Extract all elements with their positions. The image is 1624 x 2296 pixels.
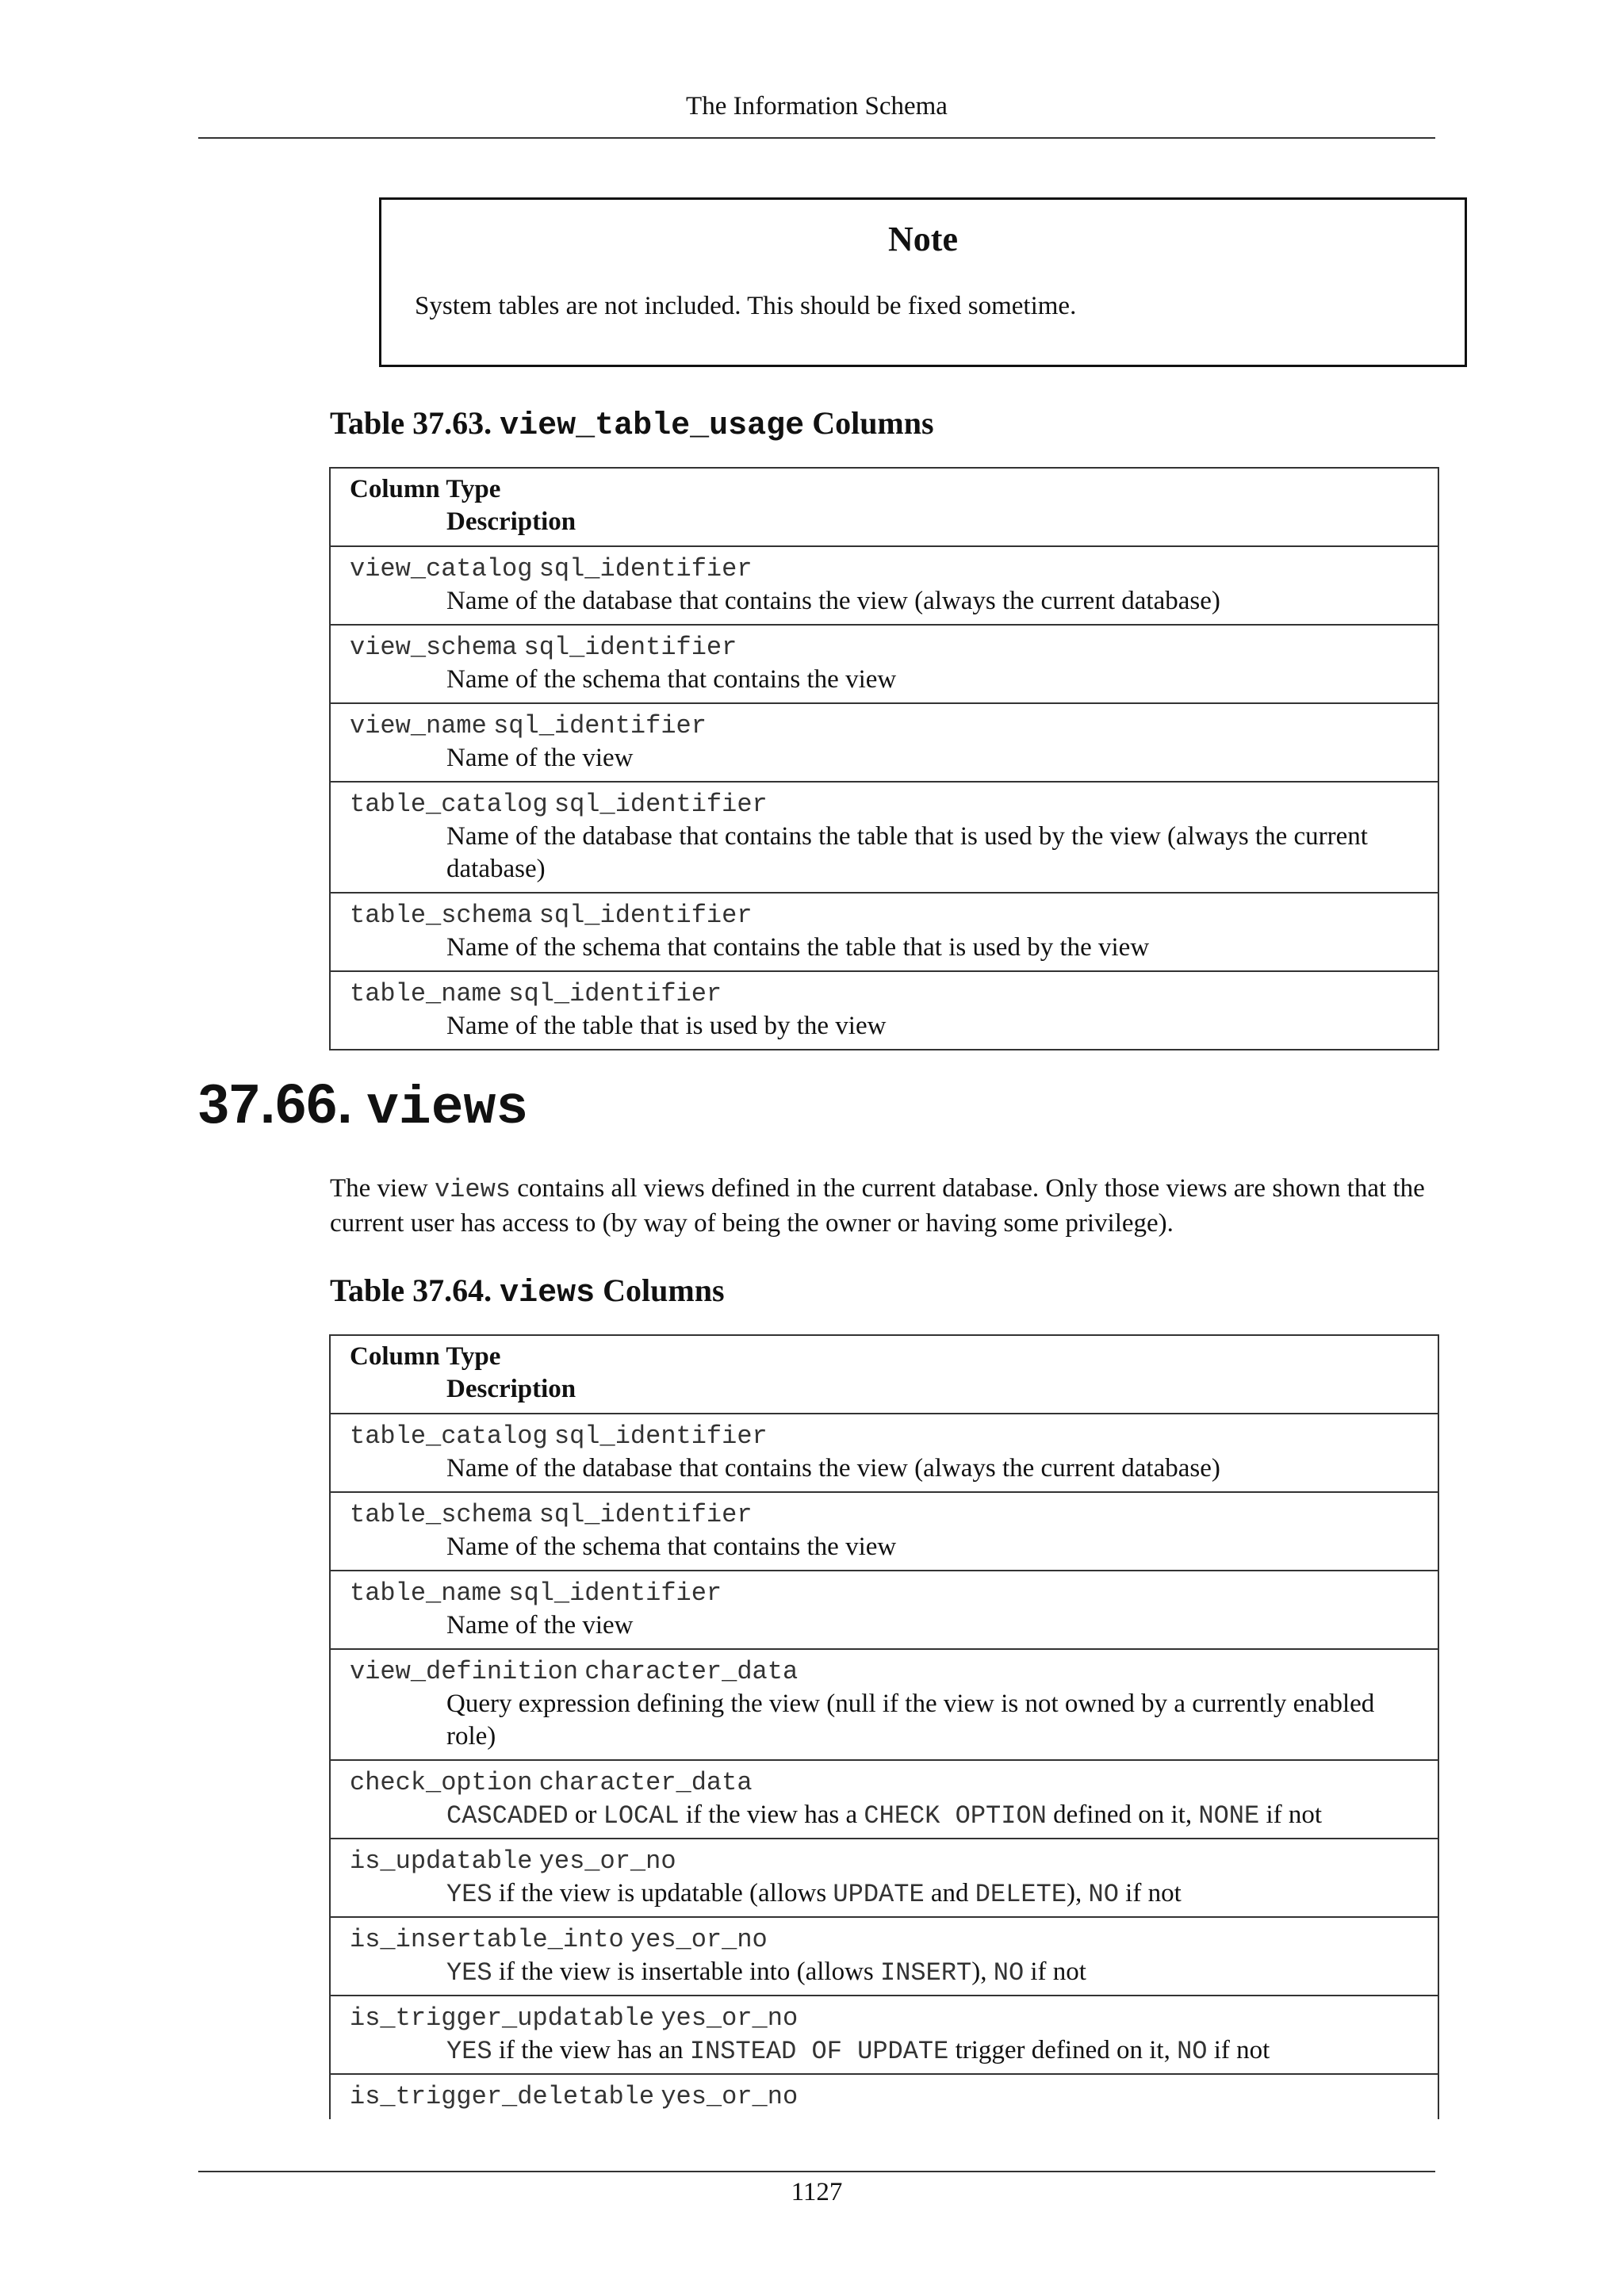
desc-code: INSTEAD OF UPDATE: [689, 2037, 949, 2066]
column-name: is_insertable_into: [350, 1925, 624, 1954]
caption-prefix: Table 37.64.: [330, 1272, 500, 1308]
table-row: [331, 1414, 1438, 1493]
table-row: [331, 1918, 1438, 1996]
column-name: is_trigger_updatable: [350, 2003, 655, 2033]
table-row: [331, 626, 1438, 704]
table-header-row: [331, 1336, 1438, 1414]
caption-prefix: Table 37.63.: [330, 405, 500, 441]
desc-code: UPDATE: [833, 1880, 925, 1909]
column-type: sql_identifier: [553, 790, 768, 819]
table-row: [331, 1650, 1438, 1761]
table-row: [331, 1996, 1438, 2075]
desc-text: if not: [1259, 1800, 1323, 1829]
column-description: Name of the schema that contains the table that is used by the view: [446, 933, 1150, 962]
note-title: Note: [888, 220, 958, 258]
column-type: sql_identifier: [538, 901, 753, 930]
desc-text: if the view is updatable (allows: [492, 1879, 833, 1908]
column-type: sql_identifier: [553, 1422, 768, 1451]
caption-suffix: Columns: [804, 405, 934, 441]
column-name: view_schema: [350, 633, 518, 662]
column-type: yes_or_no: [661, 2003, 799, 2033]
desc-code: YES: [446, 1880, 492, 1909]
column-name: is_trigger_deletable: [350, 2082, 655, 2111]
description-header: Description: [446, 507, 576, 536]
intro-text-1: The view: [330, 1174, 435, 1203]
column-name: view_name: [350, 711, 487, 740]
desc-text: ),: [1067, 1879, 1089, 1908]
desc-code: NO: [1177, 2037, 1208, 2066]
desc-text: or: [568, 1800, 603, 1829]
section-code: views: [366, 1078, 529, 1139]
column-name: table_name: [350, 979, 503, 1008]
column-description: Name of the database that contains the view (always the current database): [446, 1454, 1220, 1483]
table-row: [331, 547, 1438, 626]
column-type: sql_identifier: [493, 711, 707, 740]
view-table-usage-table: [329, 467, 1439, 1050]
column-name: is_updatable: [350, 1846, 533, 1876]
column-description: [350, 1956, 1419, 1989]
column-type: sql_identifier: [508, 1578, 722, 1608]
column-description: Name of the view: [446, 744, 634, 772]
table-row: [331, 1761, 1438, 1839]
running-header: The Information Schema: [686, 92, 948, 121]
desc-code: NONE: [1198, 1801, 1260, 1831]
column-description: Query expression defining the view (null if the view is not owned by a currently enabled role): [446, 1689, 1375, 1751]
table-row: [331, 972, 1438, 1050]
table-caption-views: [330, 1272, 725, 1311]
desc-code: YES: [446, 2037, 492, 2066]
desc-code: CASCADED: [446, 1801, 569, 1831]
page-number: 1127: [791, 2178, 843, 2206]
column-type: character_data: [584, 1657, 799, 1686]
desc-text: and: [924, 1879, 975, 1908]
column-name: table_name: [350, 1578, 503, 1608]
column-type: yes_or_no: [538, 1846, 676, 1876]
column-description: Name of the schema that contains the view: [446, 665, 897, 694]
footer-rule: [198, 2171, 1435, 2172]
column-description: [350, 1877, 1419, 1911]
views-table: [329, 1334, 1439, 2119]
column-name: table_catalog: [350, 790, 548, 819]
desc-text: if the view is insertable into (allows: [492, 1957, 881, 1986]
column-type: sql_identifier: [523, 633, 737, 662]
table-row: [331, 1571, 1438, 1650]
desc-code: DELETE: [975, 1880, 1067, 1909]
column-description: Name of the table that is used by the view: [446, 1012, 887, 1040]
desc-text: if not: [1118, 1879, 1182, 1908]
desc-code: YES: [446, 1958, 492, 1988]
column-type: yes_or_no: [661, 2082, 799, 2111]
intro-code: views: [434, 1175, 511, 1204]
caption-suffix: Columns: [595, 1272, 725, 1308]
column-name: view_definition: [350, 1657, 579, 1686]
section-number: 37.66.: [198, 1073, 353, 1135]
column-type: sql_identifier: [538, 1500, 753, 1529]
desc-code: INSERT: [880, 1958, 972, 1988]
note-box: [379, 197, 1467, 367]
column-type: sql_identifier: [508, 979, 722, 1008]
column-description: Name of the view: [446, 1611, 634, 1640]
intro-paragraph: [330, 1172, 1440, 1241]
table-caption-view-table-usage: [330, 404, 934, 444]
table-row: [331, 1839, 1438, 1918]
table-header-row: [331, 469, 1438, 547]
desc-text: defined on it,: [1046, 1800, 1199, 1829]
column-name: table_schema: [350, 1500, 533, 1529]
column-name: table_catalog: [350, 1422, 548, 1451]
column-type: sql_identifier: [538, 554, 753, 584]
description-header: Description: [446, 1375, 576, 1403]
column-description: [350, 1799, 1419, 1832]
section-heading: [198, 1072, 528, 1139]
column-name: table_schema: [350, 901, 533, 930]
caption-code: view_table_usage: [500, 408, 805, 444]
desc-code: NO: [993, 1958, 1025, 1988]
column-description: Name of the schema that contains the view: [446, 1533, 897, 1561]
caption-code: views: [500, 1276, 596, 1311]
column-type-header: Column Type: [350, 1342, 501, 1371]
desc-code: NO: [1088, 1880, 1119, 1909]
desc-text: if not: [1024, 1957, 1086, 1986]
column-type-header: Column Type: [350, 475, 501, 503]
note-text: System tables are not included. This should be fixed sometime.: [415, 292, 1077, 320]
intro-text-2: contains all views defined in the current database. Only those views are shown that the current user has access to (by way of being the owner or having some privilege).: [330, 1174, 1425, 1238]
table-row: [331, 2075, 1438, 2119]
desc-text: trigger defined on it,: [948, 2036, 1178, 2064]
column-name: check_option: [350, 1768, 533, 1797]
table-row: [331, 704, 1438, 783]
table-row: [331, 1493, 1438, 1571]
column-name: view_catalog: [350, 554, 533, 584]
column-type: character_data: [538, 1768, 753, 1797]
desc-text: ),: [971, 1957, 994, 1986]
desc-text: if the view has an: [492, 2036, 690, 2064]
column-type: yes_or_no: [630, 1925, 768, 1954]
table-row: [331, 894, 1438, 972]
desc-code: CHECK OPTION: [864, 1801, 1047, 1831]
header-rule: [198, 137, 1435, 139]
desc-code: LOCAL: [603, 1801, 680, 1831]
table-row: [331, 783, 1438, 894]
column-description: Name of the database that contains the table that is used by the view (always the current database): [446, 822, 1368, 883]
desc-text: if the view has a: [679, 1800, 864, 1829]
desc-text: if not: [1207, 2036, 1270, 2064]
column-description: [350, 2034, 1419, 2068]
column-description: Name of the database that contains the view (always the current database): [446, 587, 1220, 615]
